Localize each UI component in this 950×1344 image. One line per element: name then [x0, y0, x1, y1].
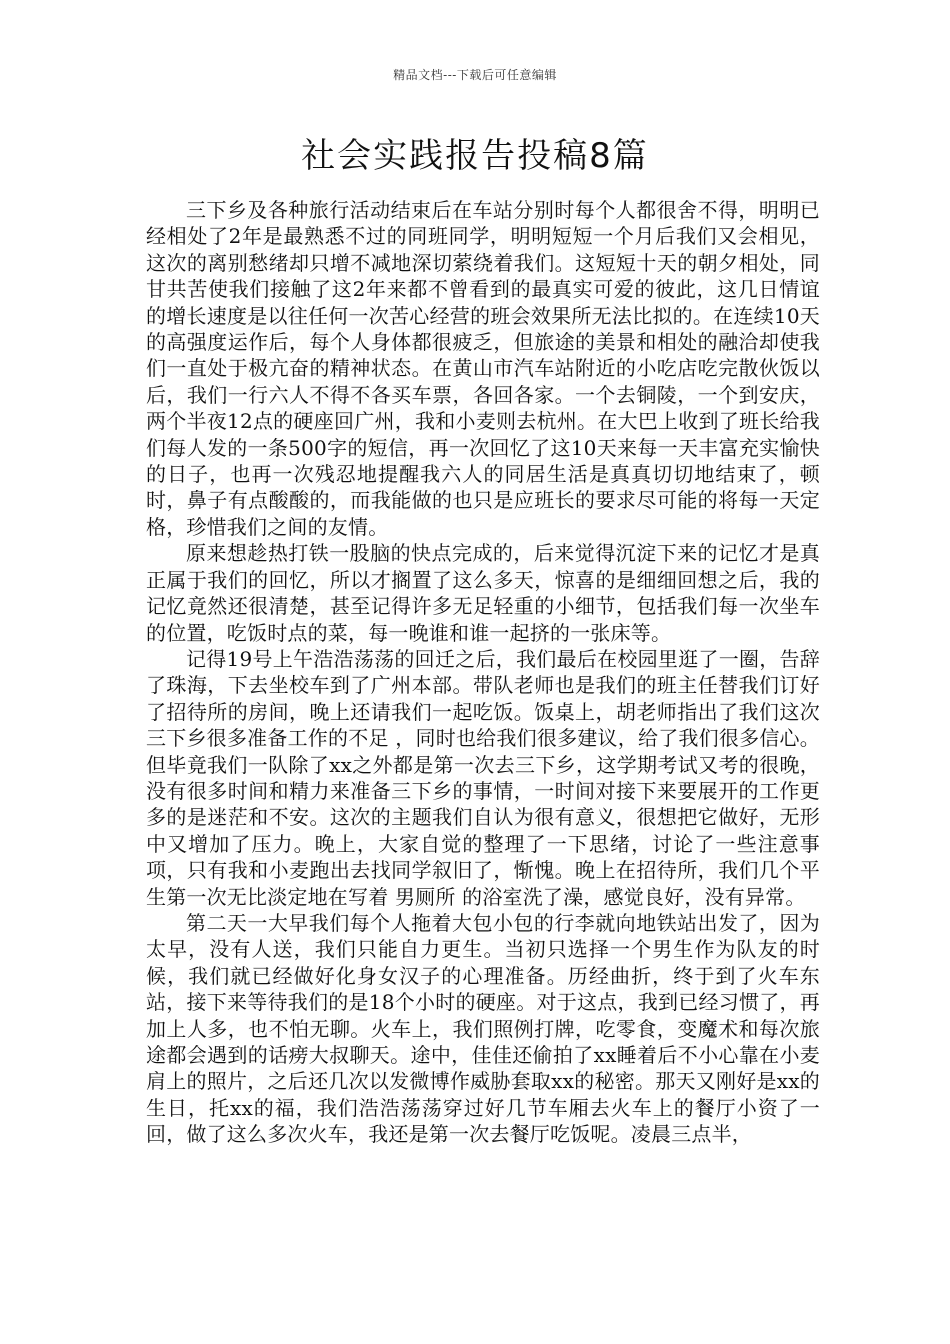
document-body	[146, 197, 820, 1237]
header-note: 精品文档---下载后可任意编辑	[393, 68, 557, 82]
paragraph: 三下乡及各种旅行活动结束后在车站分别时每个人都很舍不得，明明已经相处了2年是最熟悉不过的同班同学，明明短短一个月后我们又会相见，这次的离别愁绪却只增不减地深切萦绕着我们。这短短十天的朝夕相处，同甘共苦使我们接触了这2年来都不曾看到的最真实可爱的彼此，这几日情谊的增长速度是以往任何一次苦心经营的班会效果所无法比拟的。在连续10天的高强度运作后，每个人身体都很疲乏，但旅途的美景和相处的融洽却使我们一直处于极亢奋的精神状态。在黄山市汽车站附近的小吃店吃完散伙饭以后，我们一行六人不得不各买车票，各回各家。一个去铜陵，一个到安庆，两个半夜12点的硬座回广州，我和小麦则去杭州。在大巴上收到了班长给我们每人发的一条500字的短信，再一次回忆了这10天来每一天丰富充实愉快的日子，也再一次残忍地提醒我六人的同居生活是真真切切地结束了，顿时，鼻子有点酸酸的，而我能做的也只是应班长的要求尽可能的将每一天定格，珍惜我们之间的友情。	[146, 198, 820, 539]
paragraph: 第二天一大早我们每个人拖着大包小包的行李就向地铁站出发了，因为太早，没有人送，我们只能自力更生。当初只选择一个男生作为队友的时候，我们就已经做好化身女汉子的心理准备。历经曲折，终于到了火车东站，接下来等待我们的是18个小时的硬座。对于这点，我到已经习惯了，再加上人多，也不怕无聊。火车上，我们照例打牌，吃零食，变魔术和每次旅途都会遇到的话痨大叔聊天。途中，佳佳还偷拍了xx睡着后不小心靠在小麦肩上的照片，之后还几次以发微博作威胁套取xx的秘密。那天又刚好是xx的生日，托xx的福，我们浩浩荡荡穿过好几节车厢去火车上的餐厅小资了一回，做了这么多次火车，我还是第一次去餐厅吃饭呢。凌晨三点半，	[146, 910, 820, 1147]
paragraph: 记得19号上午浩浩荡荡的回迁之后，我们最后在校园里逛了一圈，告辞了珠海，下去坐校车到了广州本部。带队老师也是我们的班主任替我们订好了招待所的房间，晚上还请我们一起吃饭。饭桌上，胡老师指出了我们这次三下乡很多准备工作的不足 ，同时也给我们很多建议，给了我们很多信心。但毕竟我们一队除了xx之外都是第一次去三下乡，这学期考试又考的很晚，没有很多时间和精力来准备三下乡的事情，一时间对接下来要展开的工作更多的是迷茫和不安。这次的主题我们自认为很有意义，很想把它做好，无形中又增加了压力。晚上，大家自觉的整理了一下思绪，讨论了一些注意事项，只有我和小麦跑出去找同学叙旧了，惭愧。晚上在招待所，我们几个平生第一次无比淡定地在写着 男厕所 的浴室洗了澡，感觉良好，没有异常。	[146, 646, 820, 909]
document-title: 社会实践报告投稿8篇	[301, 136, 649, 176]
paragraph: 原来想趁热打铁一股脑的快点完成的，后来觉得沉淀下来的记忆才是真正属于我们的回忆，所以才搁置了这么多天，惊喜的是细细回想之后，我的记忆竟然还很清楚，甚至记得许多无足轻重的小细节，包括我们每一次坐车的位置，吃饭时点的菜，每一晚谁和谁一起挤的一张床等。	[146, 541, 820, 645]
